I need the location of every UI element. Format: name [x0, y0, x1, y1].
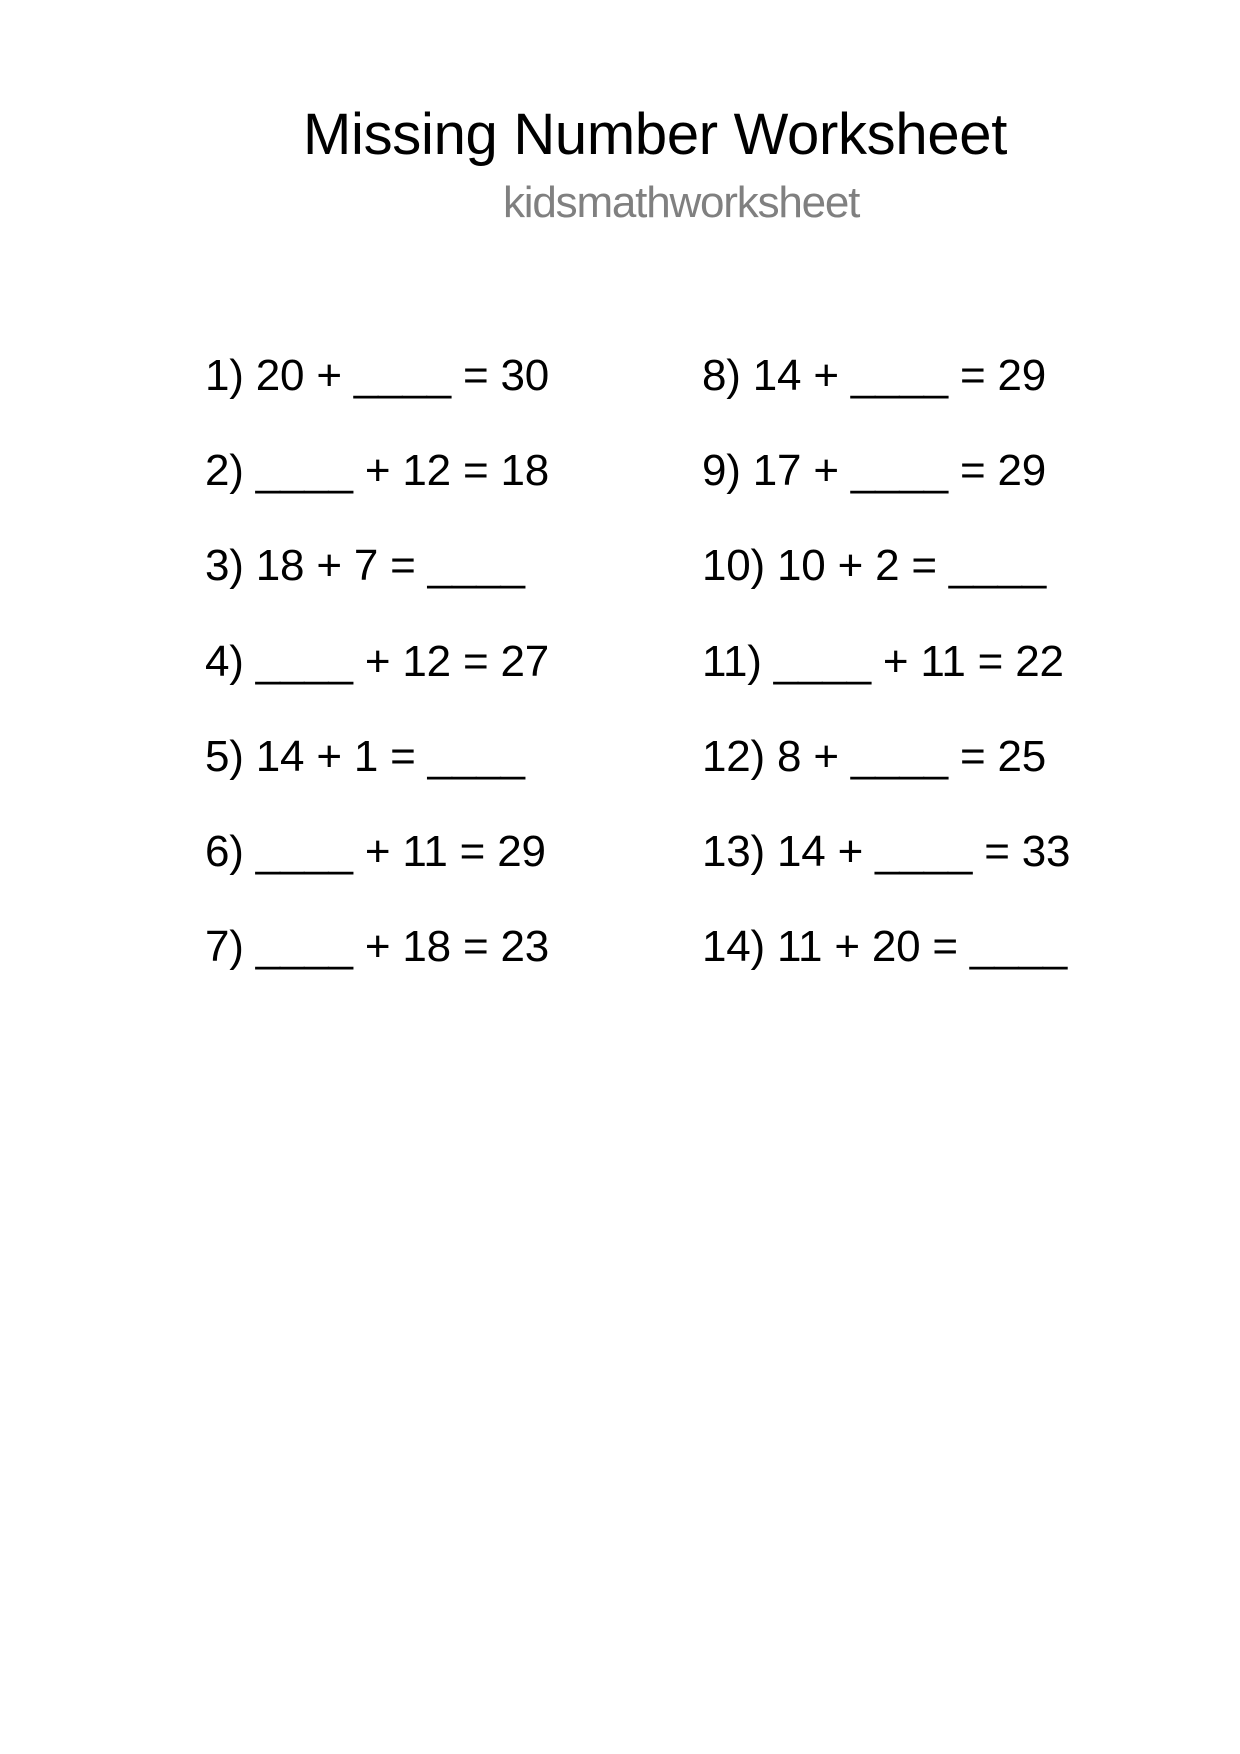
problem-8: 8) 14 + ____ = 29	[702, 351, 1047, 400]
worksheet-source: kidsmathworksheet	[503, 178, 860, 227]
problem-2: 2) ____ + 12 = 18	[205, 446, 550, 495]
problem-5: 5) 14 + 1 = ____	[205, 732, 525, 781]
problem-14: 14) 11 + 20 = ____	[702, 922, 1068, 971]
problem-7: 7) ____ + 18 = 23	[205, 922, 550, 971]
problem-6: 6) ____ + 11 = 29	[205, 827, 546, 876]
problem-1: 1) 20 + ____ = 30	[205, 351, 550, 400]
problem-13: 13) 14 + ____ = 33	[702, 827, 1071, 876]
problem-4: 4) ____ + 12 = 27	[205, 637, 550, 686]
problem-3: 3) 18 + 7 = ____	[205, 541, 525, 590]
problem-10: 10) 10 + 2 = ____	[702, 541, 1047, 590]
problem-12: 12) 8 + ____ = 25	[702, 732, 1047, 781]
problem-11: 11) ____ + 11 = 22	[702, 637, 1064, 686]
worksheet-title: Missing Number Worksheet	[303, 102, 1008, 167]
problem-9: 9) 17 + ____ = 29	[702, 446, 1047, 495]
